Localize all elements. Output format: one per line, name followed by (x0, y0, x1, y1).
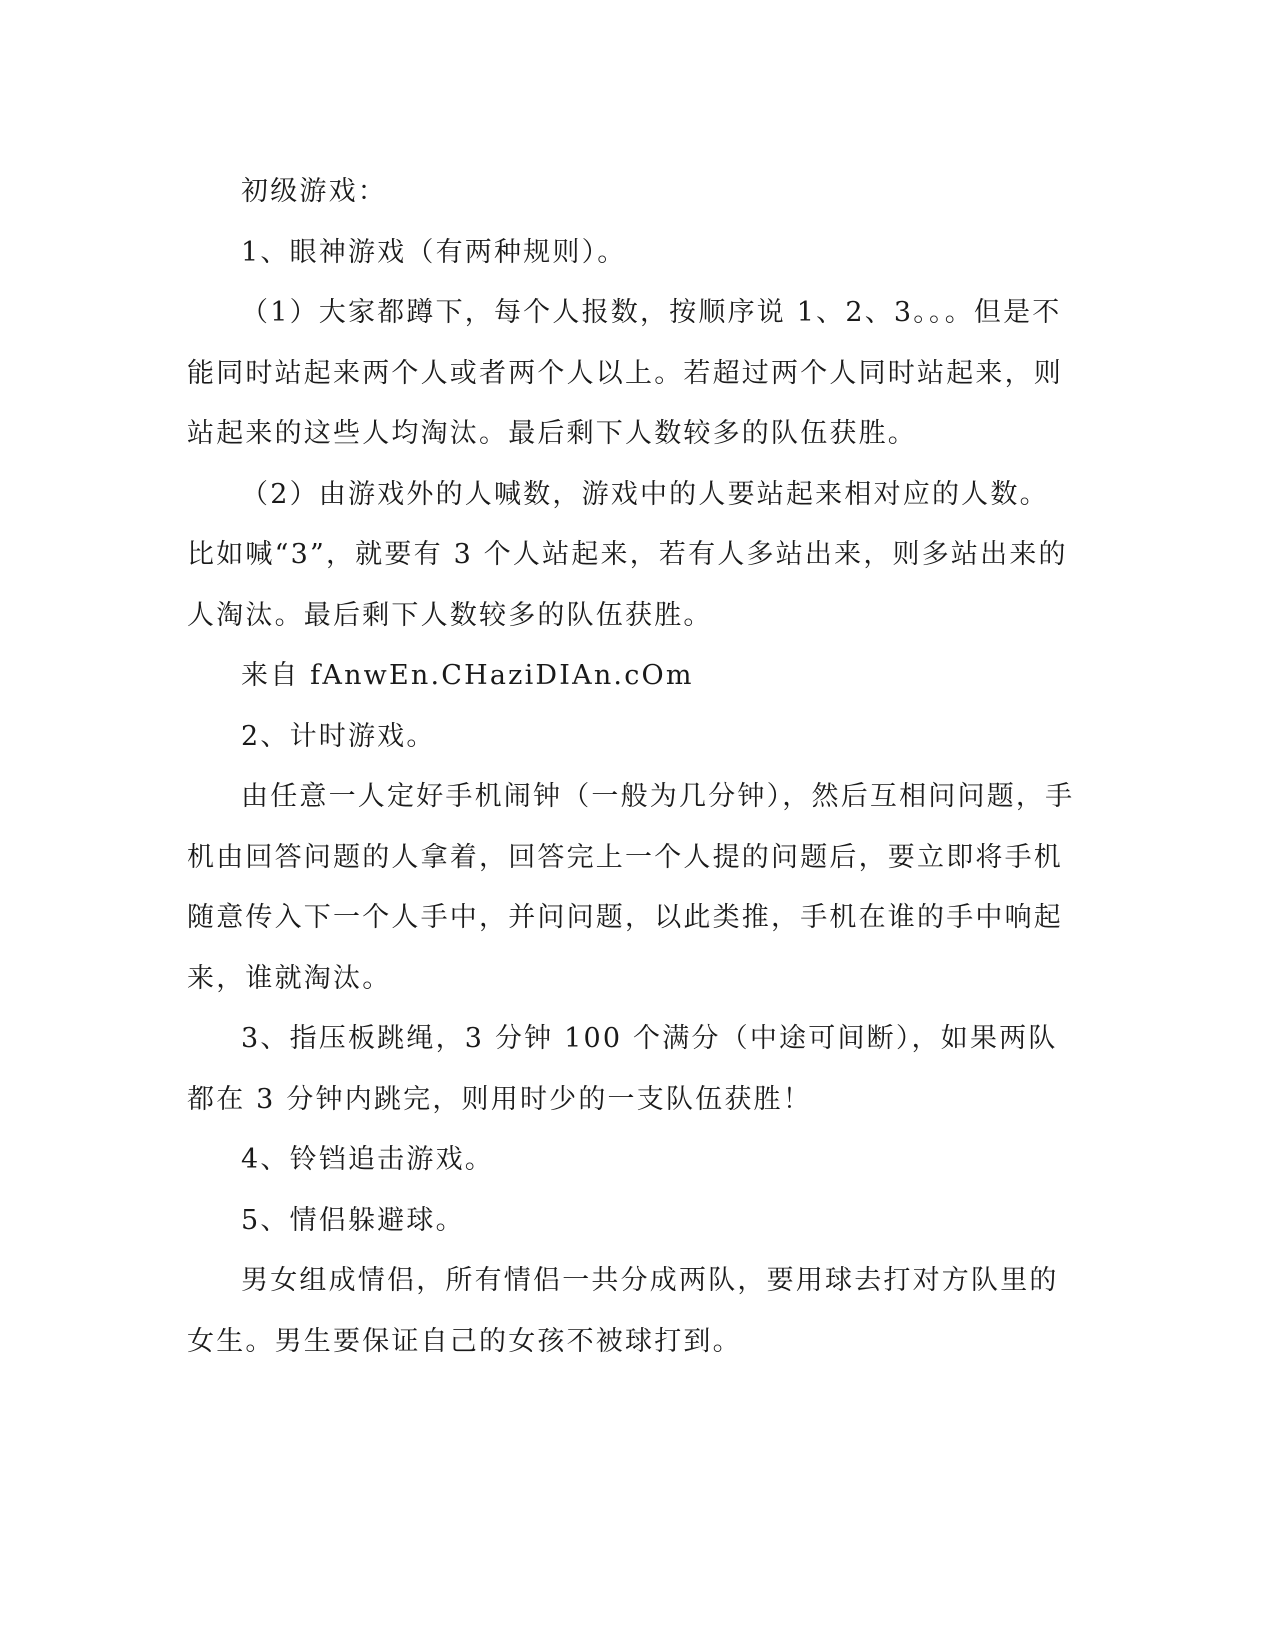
item-1-rule-1: （1）大家都蹲下，每个人报数，按顺序说 1、2、3。。。但是不能同时站起来两个人或者两个人以上。若超过两个人同时站起来，则站起来的这些人均淘汰。最后剩下人数较多的队伍获胜。 (187, 297, 1063, 449)
source-line: 来自 fAnwEn.CHaziDIAn.cOm (241, 660, 694, 691)
item-5-description: 男女组成情侣，所有情侣一共分成两队，要用球去打对方队里的女生。男生要保证自己的女孩不被球打到。 (187, 1265, 1059, 1357)
document-body (187, 162, 1077, 1372)
item-2-description: 由任意一人定好手机闹钟（一般为几分钟），然后互相问问题，手机由回答问题的人拿着，回答完上一个人提的问题后，要立即将手机随意传入下一个人手中，并问问题，以此类推，手机在谁的手中响起来，谁就淘汰。 (187, 781, 1075, 994)
item-4-title: 4、铃铛追击游戏。 (241, 1144, 494, 1175)
section-heading-beginner-games: 初级游戏： (241, 176, 387, 207)
item-1-title: 1、眼神游戏（有两种规则）。 (241, 236, 627, 268)
item-2-title: 2、计时游戏。 (241, 720, 436, 752)
item-3-description: 3、指压板跳绳，3 分钟 100 个满分（中途可间断），如果两队都在 3 分钟内跳完，则用时少的一支队伍获胜！ (187, 1023, 1058, 1115)
item-5-title: 5、情侣躲避球。 (241, 1204, 465, 1236)
item-1-rule-2: （2）由游戏外的人喊数，游戏中的人要站起来相对应的人数。比如喊“3”，就要有 3 个人站起来，若有人多站出来，则多站出来的人淘汰。最后剩下人数较多的队伍获胜。 (187, 478, 1068, 631)
